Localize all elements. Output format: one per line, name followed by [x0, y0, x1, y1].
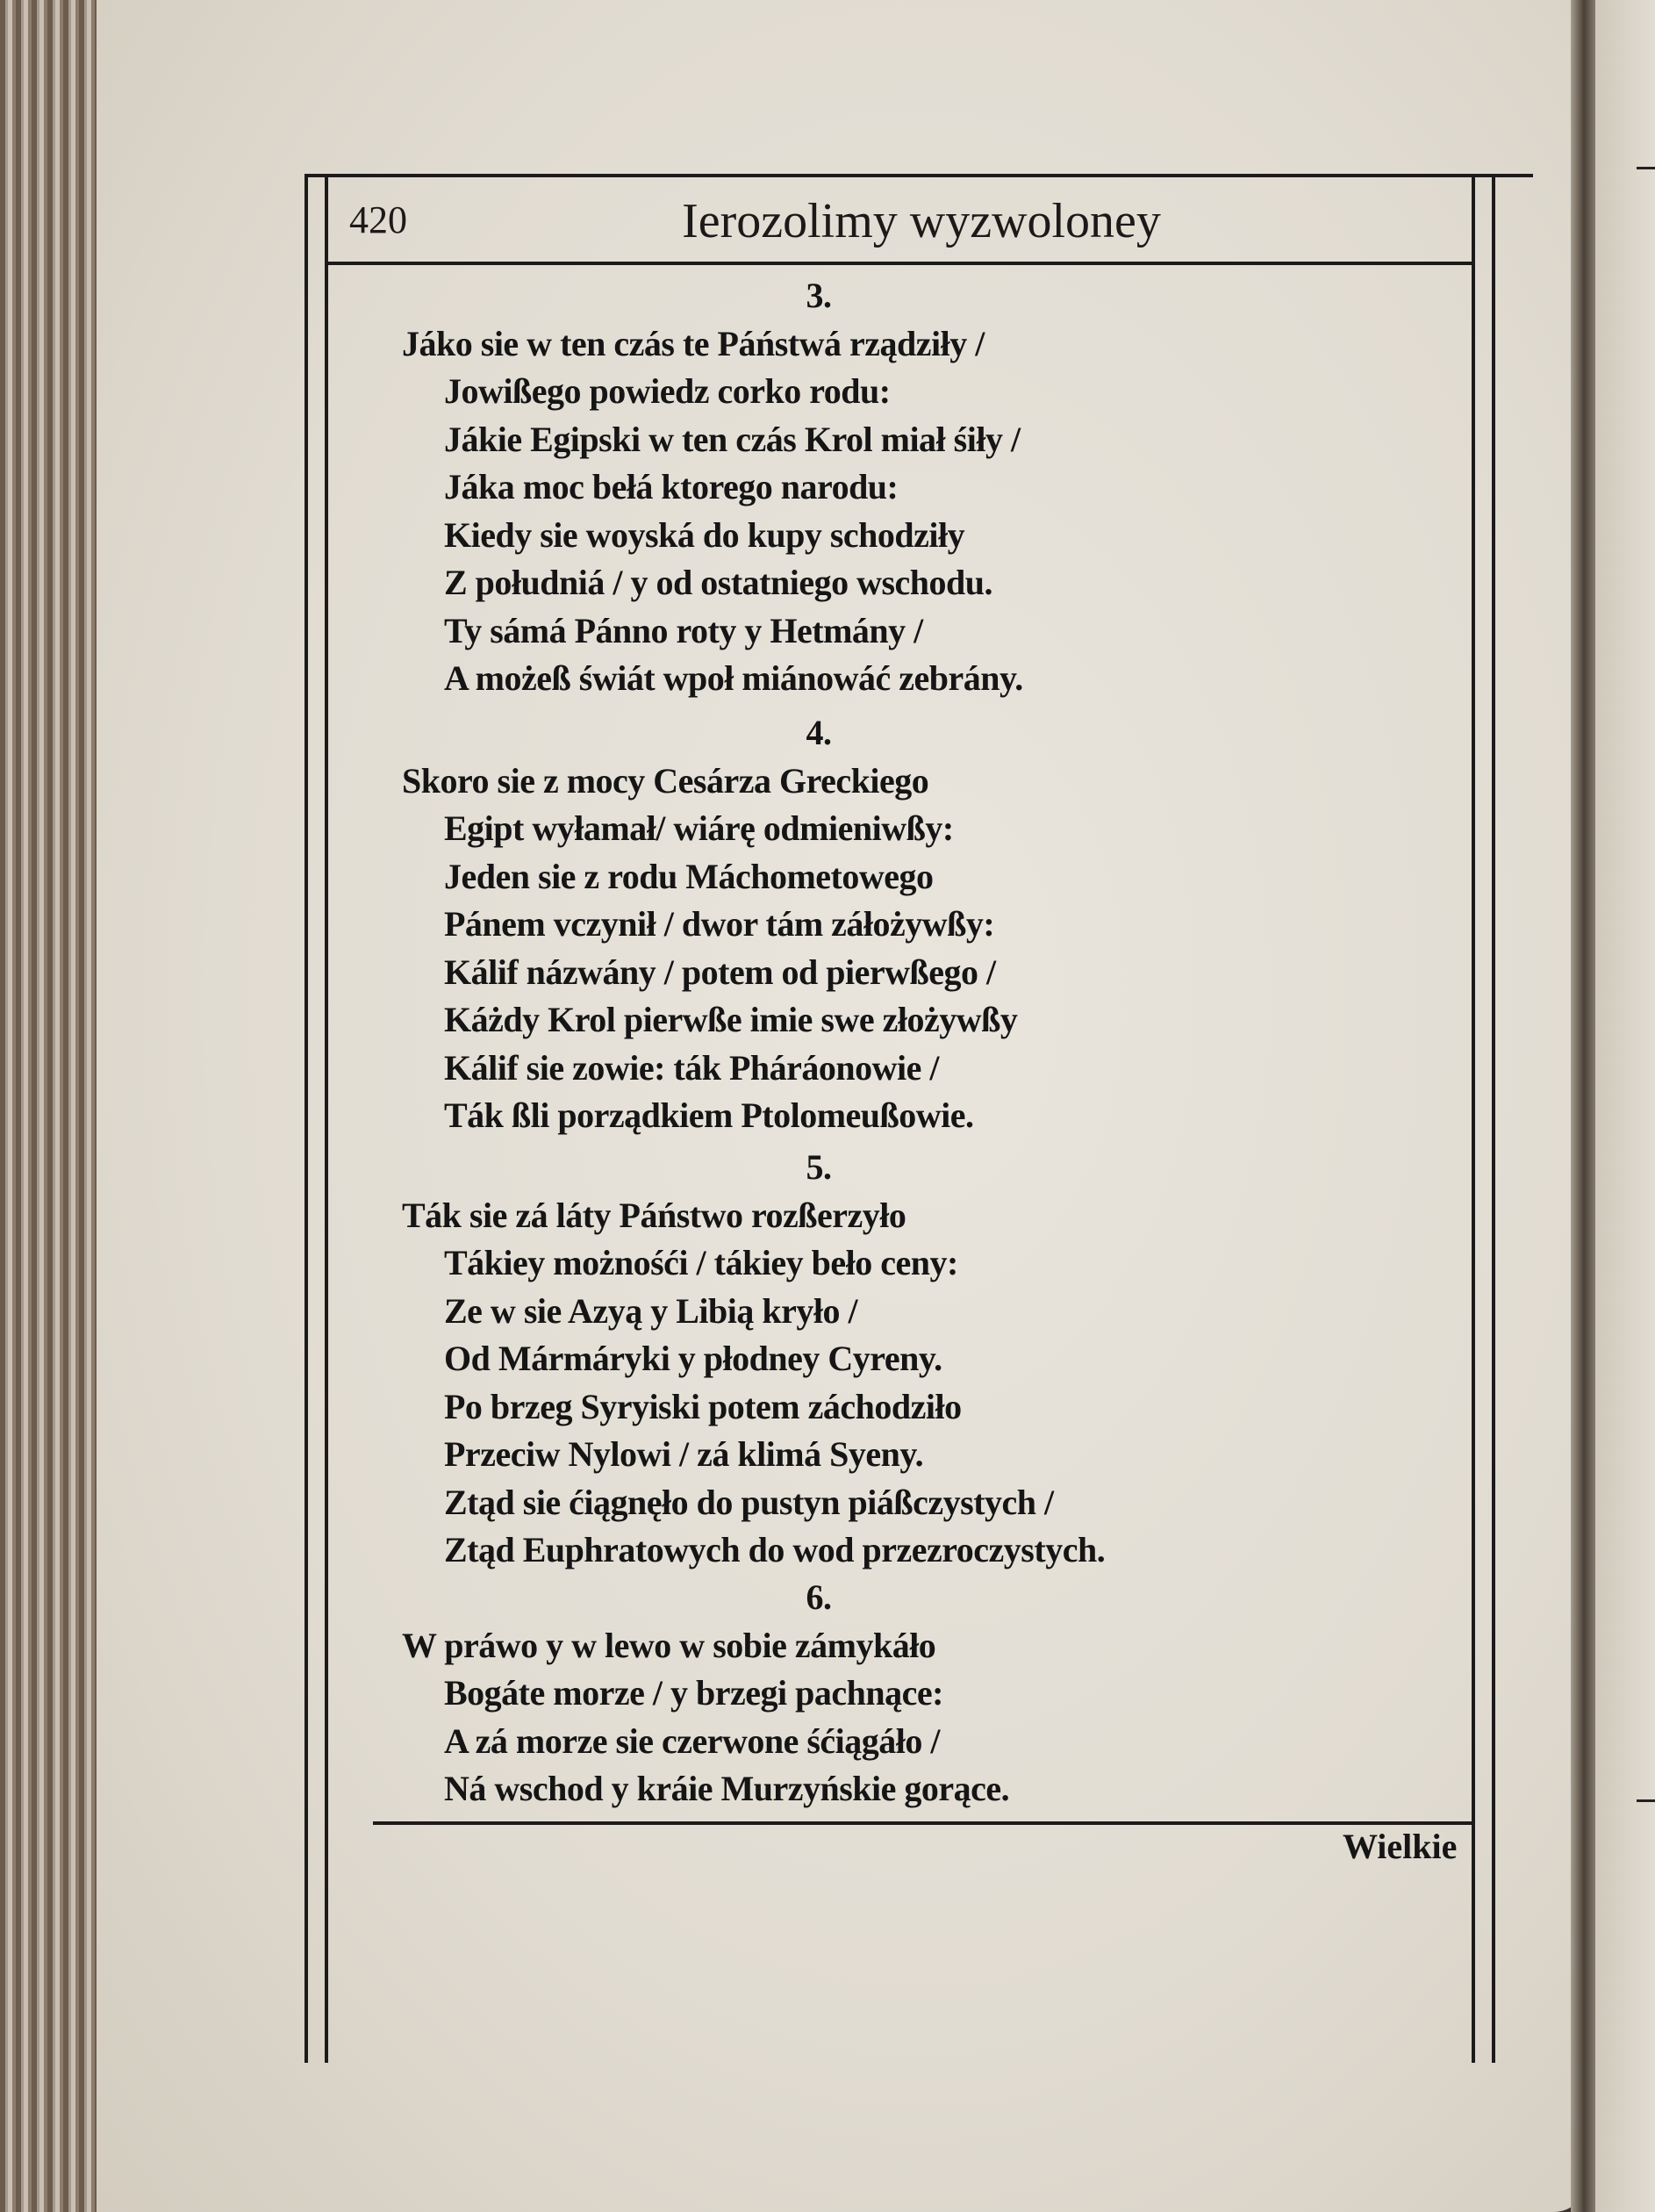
verse-line: Skoro sie z mocy Cesárza Greckiego — [402, 760, 929, 801]
stanza-6 — [402, 1574, 1455, 1813]
facing-page-rule — [1637, 167, 1655, 169]
verse-line: A zá morze sie czerwone śćiągáło / — [444, 1720, 941, 1761]
verse-line: Ze w sie Azyą y Libią kryło / — [444, 1290, 858, 1331]
verse-line: Tákiey możnośći / tákiey beło ceny: — [444, 1243, 958, 1282]
verse-line: Przeciw Nylowi / zá klimá Syeny. — [444, 1434, 924, 1474]
frame-left-inner-rule — [325, 176, 328, 2063]
verse-line: Ná wschod y kráie Murzyńskie gorące. — [444, 1769, 1010, 1808]
verse-line: Jáko sie w ten czás te Páństwá rządziły / — [402, 323, 985, 363]
stanza-number: 3. — [806, 276, 832, 315]
bottom-rule — [373, 1821, 1474, 1825]
stanza-4 — [402, 709, 1455, 1140]
verse-line: Ták sie zá láty Páństwo rozßerzyło — [402, 1195, 906, 1235]
facing-page-edge — [1595, 0, 1655, 2212]
verse-line: Ták ßli porządkiem Ptolomeußowie. — [444, 1095, 974, 1135]
verse-line: Bogáte morze / y brzegi pachnące: — [444, 1673, 943, 1713]
catchword: Wielkie — [1343, 1827, 1458, 1866]
verse-line: Z południá / y od ostatniego wschodu. — [444, 563, 993, 602]
verse-line: Káżdy Krol pierwße imie swe złożywßy — [444, 1000, 1018, 1039]
stanza-number: 6. — [806, 1577, 832, 1617]
verse-line: Ztąd sie ćiągnęło do pustyn piáßczystych / — [444, 1482, 1054, 1522]
verse-line: Jáka moc bełá ktorego narodu: — [444, 467, 899, 506]
verse-line: Po brzeg Syryiski potem záchodziło — [444, 1386, 962, 1426]
page-number: 420 — [349, 198, 407, 241]
verse-line: Kálif sie zowie: ták Pháráonowie / — [444, 1047, 940, 1088]
facing-page-rule — [1637, 1799, 1655, 1802]
verse-line: Ztąd Euphratowych do wod przezroczystych. — [444, 1530, 1106, 1569]
verse-line: Od Mármáryki y płodney Cyreny. — [444, 1339, 942, 1378]
verse-line: Kálif názwány / potem od pierwßego / — [444, 952, 996, 992]
stanza-number: 4. — [806, 713, 832, 752]
running-title: Ierozolimy wyzwoloney — [682, 194, 1161, 248]
verse-line: Jákie Egipski w ten czás Krol miał śiły / — [444, 419, 1021, 459]
header-rule — [325, 262, 1474, 265]
verse-line: Ty sámá Pánno roty y Hetmány / — [444, 610, 923, 650]
verse-line: Kiedy sie woyská do kupy schodziły — [444, 514, 965, 555]
verse-line: A możeß świát wpoł miánowáć zebrány. — [444, 658, 1023, 698]
verse-line: W práwo y w lewo w sobie zámykáło — [402, 1625, 936, 1665]
frame-right-inner-rule — [1472, 176, 1475, 2063]
stanza-number: 5. — [806, 1147, 832, 1187]
top-rule — [304, 174, 1533, 177]
stanza-5 — [402, 1144, 1455, 1575]
verse-line: Jeden sie z rodu Máchometowego — [444, 856, 934, 896]
verse-line: Pánem vczynił / dwor tám záłożywßy: — [444, 904, 995, 944]
stanza-3 — [402, 272, 1455, 703]
verse-line: Jowißego powiedz corko rodu: — [444, 371, 891, 411]
frame-right-outer-rule — [1492, 176, 1495, 2063]
frame-left-outer-rule — [304, 176, 308, 2063]
book-gutter — [1571, 0, 1597, 2212]
verse-line: Egipt wyłamał/ wiárę odmieniwßy: — [444, 808, 954, 848]
